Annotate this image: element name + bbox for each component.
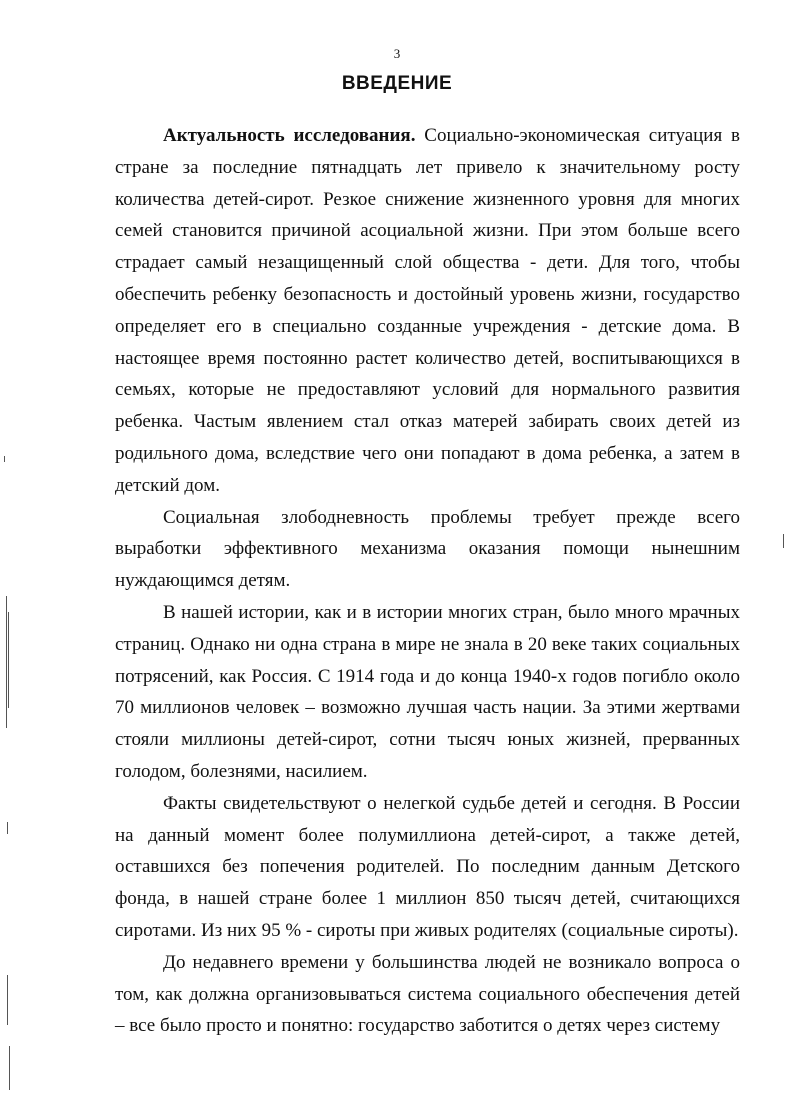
body-text xyxy=(115,120,740,1042)
page-heading: ВВЕДЕНИЕ xyxy=(341,73,453,94)
scan-artifact xyxy=(4,456,5,462)
paragraph-facts: Факты свидетельствуют о нелегкой судьбе детей и сегодня. В России на данный момент более полумиллиона детей-сирот, а также детей, оставшихся без попечения родителей. По последним данным Детского фонда, в нашей стране более 1 миллион 850 тысяч детей, считающихся сиротами. Из них 95 % - сироты при живых родителях (социальные сироты). xyxy=(115,792,740,941)
scan-artifact xyxy=(6,596,7,728)
paragraph-lead: Актуальность исследования. xyxy=(163,125,416,146)
paragraph-system: До недавнего времени у большинства людей не возникало вопроса о том, как должна организовываться система социального обеспечения детей – все было просто и понятно: государство заботится о детях через систему xyxy=(115,951,740,1037)
paragraph-social-relevance: Социальная злободневность проблемы требует прежде всего выработки эффективного механизма оказания помощи нынешним нуждающимся детям. xyxy=(115,506,740,592)
paragraph-text: Социально-экономическая ситуация в стране за последние пятнадцать лет привело к значительному росту количества детей-сирот. Резкое снижение жизненного уровня для многих семей становится причиной асоциальной жизни. При этом больше всего страдает самый незащищенный слой общества - дети. Для того, чтобы обеспечить ребенку безопасность и достойный уровень жизни, государство определяет его в специально созданные учреждения - детские дома. В настоящее время постоянно растет количество детей, воспитывающихся в семьях, которые не предоставляют условий для нормального развития ребенка. Частым явлением стал отказ матерей забирать своих детей из родильного дома, вследствие чего они попадают в дома ребенка, а затем в детский дом. xyxy=(115,125,740,496)
paragraph-relevance xyxy=(115,120,740,502)
scan-artifact xyxy=(8,612,9,708)
scan-artifact xyxy=(7,975,8,1025)
scan-artifact xyxy=(783,534,784,548)
scan-artifact xyxy=(9,1046,10,1090)
page-number: 3 xyxy=(393,46,401,61)
paragraph-history: В нашей истории, как и в истории многих стран, было много мрачных страниц. Однако ни одна страна в мире не знала в 20 веке таких социальных потрясений, как Россия. С 1914 года и до конца 1940-х годов погибло около 70 миллионов человек – возможно лучшая часть нации. За этими жертвами стояли миллионы детей-сирот, сотни тысяч юных жизней, прерванных голодом, болезнями, насилием. xyxy=(115,601,740,782)
scan-artifact xyxy=(7,822,8,834)
